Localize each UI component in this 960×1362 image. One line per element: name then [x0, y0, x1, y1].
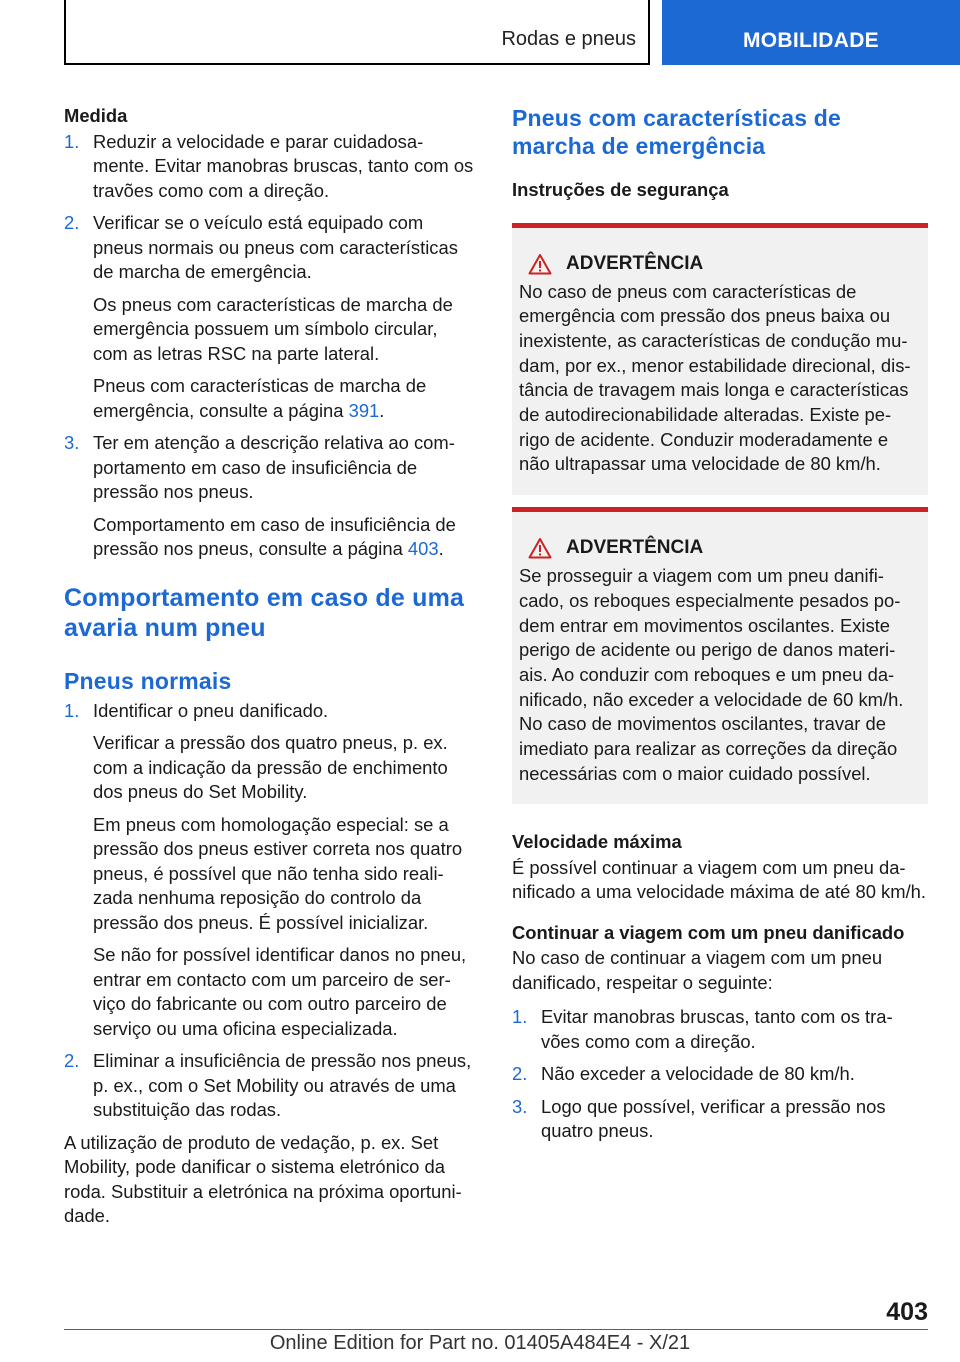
step-text: Logo que possível, verificar a pressão nos quatro pneus. — [541, 1095, 886, 1142]
edition-footer: Online Edition for Part no. 01405A484E4 - X/21 — [269, 1332, 691, 1354]
right-column — [512, 104, 928, 1152]
footer-rule — [64, 1329, 928, 1330]
warning-box-2 — [512, 507, 928, 804]
warning-text: Se prosseguir a viagem com um pneu danifi-cado, os reboques especialmente pesados po-dem entrar em movimentos oscilantes. Existe perigo de acidente ou perigo de danos materi-ais. Ao conduzir com reboques e um pneu da-nificado, não exceder a velocidade de 60 km/h. No caso de movimentos oscilantes, travar de imediato para realizar as correções da direção necessárias com o maior cuidado possível. — [519, 565, 904, 784]
warning-text: No caso de pneus com características de emergência com pressão dos pneus baixa ou inexistente, as características de condução mu-dam, por ex., menor estabilidade direcional, dis-tância de travagem mais longa e características de autodirecionabilidade alteradas. Existe pe-rigo de acidente. Conduzir moderadamente e não ultrapassar uma velocidade de 80 km/h. — [519, 280, 911, 475]
step-number: 1. — [64, 130, 80, 152]
page-link-403[interactable]: 403 — [407, 538, 439, 559]
chapter-tab[interactable]: MOBILIDADE — [662, 0, 960, 65]
measure-steps — [64, 130, 476, 562]
warning-triangle-icon — [528, 537, 552, 559]
section-title: Rodas e pneus — [501, 28, 636, 50]
list-item — [512, 1005, 928, 1054]
step-text: Verificar se o veículo está equipado com pneus normais ou pneus com características de marcha de emergência. — [93, 212, 458, 282]
step-text: Ter em atenção a descrição relativa ao com-portamento em caso de insuficiência de pressão nos pneus. — [93, 432, 455, 502]
ref-end: . — [379, 399, 385, 421]
step-subtext: Os pneus com características de marcha de emergência possuem um símbolo circular, com as letras RSC na parte lateral. — [93, 293, 453, 364]
step-number: 2. — [64, 1050, 80, 1071]
continue-label: Continuar a viagem com um pneu danificado — [512, 921, 905, 943]
max-speed-label: Velocidade máxima — [512, 831, 682, 853]
warning-title-row — [519, 536, 920, 560]
page-number: 403 — [886, 1298, 928, 1326]
step-number: 1. — [512, 1006, 528, 1028]
step-subtext: Se não for possível identificar danos no pneu, entrar em contacto com um parceiro de ser-viço do fabricante ou com outro parceiro de serviço ou uma oficina especializada. — [93, 944, 467, 1039]
warning-title-row — [519, 252, 920, 276]
safety-label: Instruções de segurança — [512, 179, 729, 200]
step-text: Reduzir a velocidade e parar cuidadosa-mente. Evitar manobras bruscas, tanto com os travões como com a direção. — [93, 130, 474, 201]
heading-behavior: Comportamento em caso de uma avaria num pneu — [64, 583, 465, 642]
warning-box-1 — [512, 223, 928, 496]
header-bottom-rule — [64, 63, 650, 65]
list-item — [64, 699, 476, 1042]
max-speed-text: É possível continuar a viagem com um pneu da-nificado a uma velocidade máxima de até 80 km/h. — [512, 856, 927, 903]
list-item — [512, 1062, 928, 1087]
continue-steps — [512, 1005, 928, 1144]
warning-title: ADVERTÊNCIA — [566, 252, 704, 274]
step-text: Não exceder a velocidade de 80 km/h. — [541, 1063, 855, 1085]
step-subtext: Verificar a pressão dos quatro pneus, p. ex. com a indicação da pressão de enchimento dos pneus do Set Mobility. — [93, 732, 448, 802]
continue-intro: No caso de continuar a viagem com um pneu danificado, respeitar o seguinte: — [512, 947, 883, 993]
heading-runflat: Pneus com características de marcha de emergência — [512, 105, 842, 159]
closing-paragraph: A utilização de produto de vedação, p. ex. Set Mobility, pode danificar o sistema eletrónico da roda. Substituir a eletrónica na próxima oportuni-dade. — [64, 1131, 462, 1226]
ref-end: . — [438, 538, 444, 559]
step-number: 2. — [64, 212, 80, 233]
warning-triangle-icon — [528, 253, 552, 275]
step-number: 3. — [512, 1095, 528, 1117]
header-right-rule — [648, 0, 650, 65]
warning-title: ADVERTÊNCIA — [566, 537, 704, 559]
page-link-391[interactable]: 391 — [348, 399, 380, 421]
step-subtext: Em pneus com homologação especial: se a pressão dos pneus estiver correta nos quatro pneus, é possível que não tenha sido reali-zada nenhuma reposição do controlo da pressão dos pneus. É possível inicializar. — [93, 813, 463, 933]
step-number: 2. — [512, 1063, 528, 1085]
step-subtext-ref — [93, 374, 476, 423]
list-item — [64, 130, 476, 204]
list-item — [512, 1095, 928, 1144]
step-text: Eliminar a insuficiência de pressão nos pneus, p. ex., com o Set Mobility ou através de uma substituição das rodas. — [93, 1050, 472, 1120]
list-item — [64, 1049, 476, 1123]
left-column — [64, 104, 476, 1229]
step-subtext-ref — [93, 513, 476, 562]
step-text: Identificar o pneu danificado. — [93, 699, 329, 721]
step-text: Evitar manobras bruscas, tanto com os tra-vões como com a direção. — [541, 1006, 893, 1052]
list-item — [64, 431, 476, 562]
ref-text: Comportamento em caso de insuficiência de pressão nos pneus, consulte a página — [93, 513, 456, 559]
measure-label: Medida — [64, 105, 128, 126]
step-number: 1. — [64, 699, 80, 721]
step-number: 3. — [64, 432, 80, 453]
ref-text: Pneus com características de marcha de emergência, consulte a página — [93, 375, 427, 421]
normal-steps — [64, 699, 476, 1123]
list-item — [64, 211, 476, 423]
heading-normal-tires: Pneus normais — [64, 667, 232, 694]
